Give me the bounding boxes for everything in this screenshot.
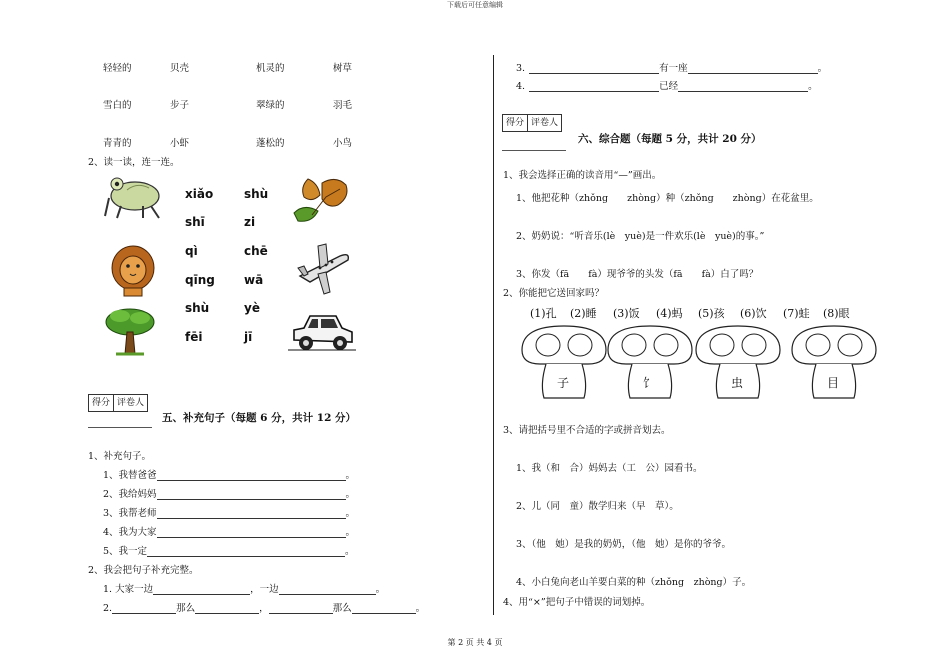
question-title: 2、我会把句子补充完整。 — [88, 565, 199, 576]
item-label: ，一边 — [250, 584, 279, 595]
tree-image — [104, 304, 156, 356]
item-label: 4. — [516, 81, 526, 92]
word-cell: 青青的 — [103, 138, 132, 149]
pinyin: qīng — [185, 273, 215, 287]
question-title: 1、补充句子。 — [88, 451, 152, 462]
word-cell: 机灵的 — [256, 63, 285, 74]
answer-blank[interactable] — [147, 546, 345, 557]
fill-item — [103, 505, 355, 519]
question-title: 1、我会选择正确的读音用“—”画出。 — [503, 170, 662, 181]
mushroom-radical: 目 — [827, 376, 840, 390]
answer-blank[interactable] — [157, 508, 346, 519]
pinyin: shù — [185, 301, 210, 315]
item-label: 已经 — [659, 81, 679, 92]
section-title: 六、综合题（每题 5 分，共计 20 分） — [578, 133, 762, 145]
answer-blank[interactable] — [157, 470, 346, 481]
char-option: (4)蚂 — [656, 307, 683, 320]
answer-blank[interactable] — [157, 527, 346, 538]
answer-blank[interactable] — [112, 603, 176, 614]
char-option: (7)蛙 — [783, 307, 810, 320]
pinyin: qì — [185, 244, 198, 258]
char-option: (3)饭 — [613, 307, 640, 320]
char-option: (1)孔 — [530, 307, 557, 320]
period: 。 — [817, 63, 828, 74]
question-item: 1、他把花种（zhǒng zhòng）种（zhǒng zhòng）在花盆里。 — [516, 193, 819, 204]
pinyin: fēi — [185, 330, 203, 344]
fill-item — [103, 543, 355, 557]
item-label: 1. 大家一边 — [103, 584, 154, 595]
section-title: 五、补充句子（每题 6 分，共计 12 分） — [162, 412, 357, 424]
word-cell: 翠绿的 — [256, 100, 285, 111]
pinyin: shù — [244, 187, 269, 201]
score-label: 得分 — [503, 115, 528, 131]
question-item: 4、小白兔向老山羊要白菜的种（zhǒng zhòng）子。 — [516, 577, 752, 588]
page-footer: 第 2 页 共 4 页 — [447, 638, 503, 647]
question-item: 1、我（和 合）妈妈去（工 公）园看书。 — [516, 463, 703, 474]
fill-item — [103, 600, 425, 614]
pinyin: chē — [244, 244, 268, 258]
mushroom-radical: 虫 — [731, 376, 744, 390]
word-cell: 步子 — [170, 100, 190, 111]
grader-label: 评卷人 — [117, 398, 145, 408]
mushroom-radical: 子 — [557, 376, 570, 390]
period: 。 — [415, 603, 426, 614]
question-title: 4、用“×”把句子中错误的词划掉。 — [503, 597, 651, 608]
answer-blank[interactable] — [195, 603, 259, 614]
char-option: (2)睡 — [570, 307, 597, 320]
answer-blank[interactable] — [352, 603, 416, 614]
pinyin: zi — [244, 215, 256, 229]
item-label: 那么 — [332, 603, 352, 614]
question-item: 2、奶奶说：“听音乐(lè yuè)是一件欢乐(lè yuè)的事。” — [516, 231, 765, 242]
item-label: 有一座 — [659, 63, 688, 74]
word-cell: 蓬松的 — [256, 138, 285, 149]
answer-blank[interactable] — [279, 584, 376, 595]
item-label: 2、我给妈妈 — [103, 489, 157, 500]
answer-blank[interactable] — [153, 584, 250, 595]
word-cell: 雪白的 — [103, 100, 132, 111]
frog-image — [103, 172, 163, 220]
leaves-image — [292, 175, 354, 227]
answer-blank[interactable] — [678, 81, 808, 92]
pinyin: jī — [244, 330, 253, 344]
pinyin: xiǎo — [185, 187, 214, 201]
column-divider — [493, 55, 494, 615]
score-underline — [88, 427, 152, 428]
period: 。 — [345, 546, 355, 557]
answer-blank[interactable] — [529, 63, 659, 74]
word-cell: 小鸟 — [333, 138, 353, 149]
header-note: 下载后可任意编辑 — [447, 1, 503, 9]
question-item: 3、你发（fā fà）现爷爷的头发（fā fà）白了吗？ — [516, 269, 759, 280]
period: 。 — [345, 489, 356, 500]
airplane-image — [296, 238, 352, 298]
fill-item — [103, 524, 355, 538]
item-label: 3、我帮老师 — [103, 508, 157, 519]
question-title: 2、读一读，连一连。 — [88, 157, 180, 168]
fill-item — [103, 581, 385, 595]
answer-blank[interactable] — [157, 489, 346, 500]
item-label: 那么 — [176, 603, 196, 614]
answer-blank[interactable] — [529, 81, 659, 92]
period: 。 — [345, 527, 356, 538]
grader-label: 评卷人 — [531, 118, 559, 128]
item-label: 1、我替爸爸 — [103, 470, 157, 481]
fill-item — [516, 78, 818, 92]
period: 。 — [345, 508, 356, 519]
word-cell: 树草 — [333, 63, 353, 74]
word-cell: 贝壳 — [170, 63, 190, 74]
answer-blank[interactable] — [688, 63, 818, 74]
mushroom-radical: 饣 — [643, 376, 656, 390]
char-option: (6)饮 — [740, 307, 767, 320]
item-label: 2. — [103, 603, 113, 614]
item-label: 5、我一定 — [103, 546, 148, 557]
char-option: (8)眼 — [823, 307, 850, 320]
lion-image — [110, 244, 156, 298]
car-image — [288, 310, 356, 354]
period: 。 — [375, 584, 386, 595]
item-label: ， — [259, 603, 269, 614]
score-label: 得分 — [89, 395, 114, 411]
score-underline — [502, 150, 566, 151]
item-label: 3. — [516, 63, 526, 74]
fill-item — [103, 486, 355, 500]
score-box — [88, 394, 148, 412]
char-option: (5)孩 — [698, 307, 725, 320]
fill-item — [103, 467, 355, 481]
question-item: 3、（他 她）是我的奶奶，（他 她）是你的爷爷。 — [516, 539, 732, 550]
question-title: 3、请把括号里不合适的字或拼音划去。 — [503, 425, 671, 436]
word-cell: 羽毛 — [333, 100, 353, 111]
score-box — [502, 114, 562, 132]
word-cell: 小虾 — [170, 138, 190, 149]
item-label: 4、我为大家 — [103, 527, 157, 538]
period: 。 — [808, 81, 818, 92]
fill-item — [516, 60, 827, 74]
word-cell: 轻轻的 — [103, 63, 132, 74]
pinyin: wā — [244, 273, 264, 287]
pinyin: yè — [244, 301, 260, 315]
pinyin: shī — [185, 215, 205, 229]
period: 。 — [345, 470, 356, 481]
question-item: 2、儿（同 童）散学归来（早 草）。 — [516, 501, 679, 512]
question-title: 2、你能把它送回家吗？ — [503, 288, 605, 299]
answer-blank[interactable] — [269, 603, 333, 614]
